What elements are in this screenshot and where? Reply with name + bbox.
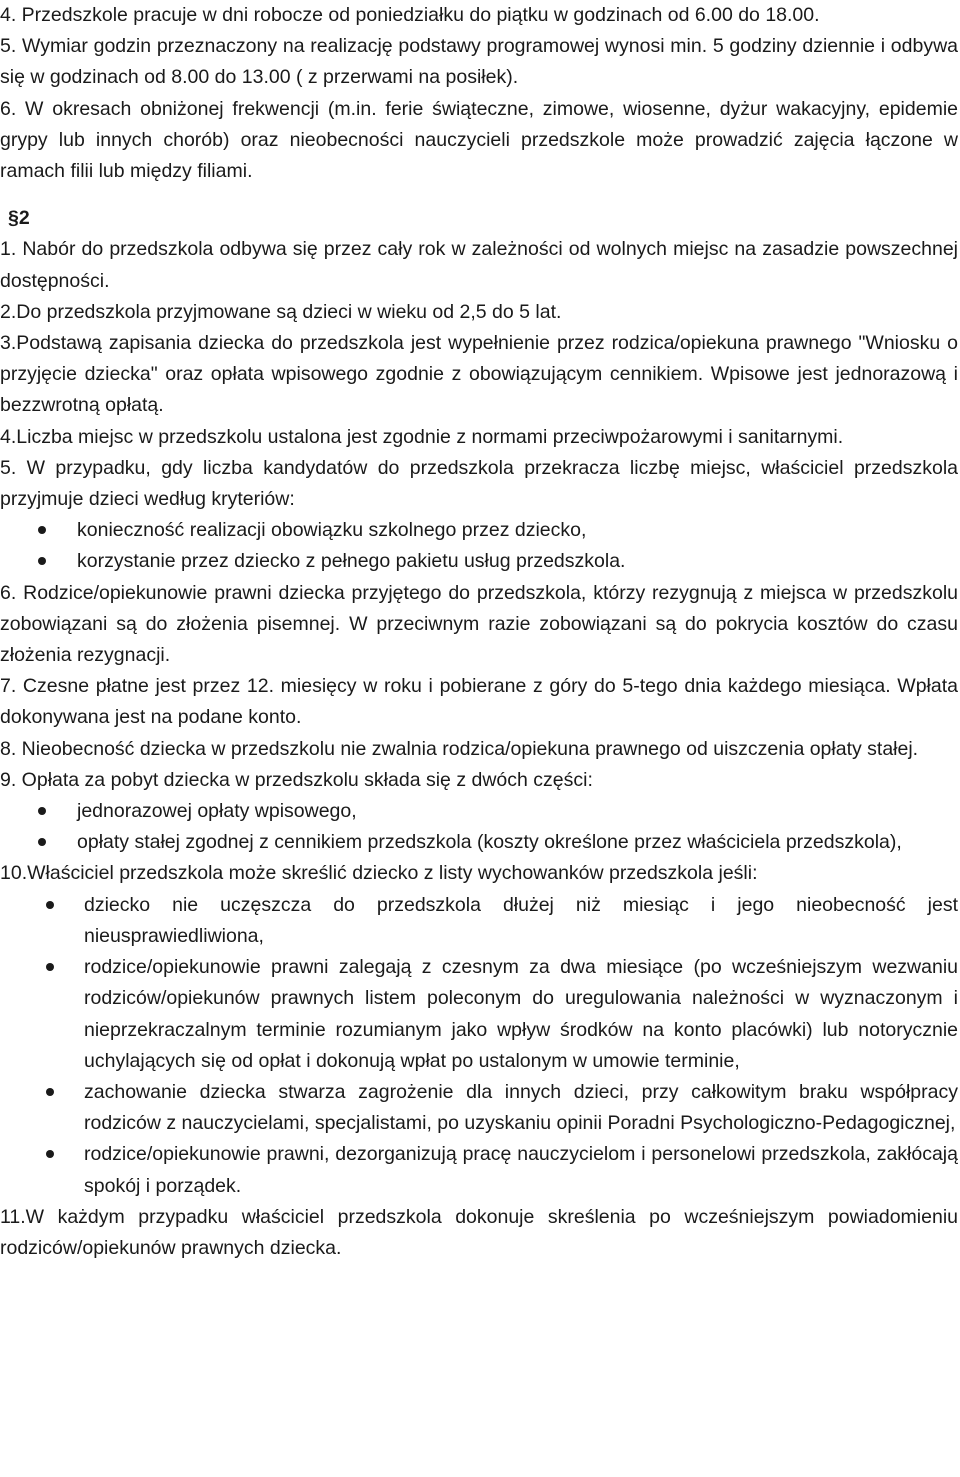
- bullet-icon: [38, 526, 46, 534]
- s2-paragraph-7: 7. Czesne płatne jest przez 12. miesięcy w roku i pobierane z góry do 5-tego dnia każdego miesiąca. Wpłata dokonywana jest na podane konto.: [0, 675, 958, 729]
- paragraph-5: 5. Wymiar godzin przeznaczony na realizację podstawy programowej wynosi min. 5 godziny dziennie i odbywa się w godzinach od 8.00 do 13.00 ( z przerwami na posiłek).: [0, 35, 958, 89]
- section-heading: §2: [8, 207, 30, 230]
- list-item: opłaty stałej zgodnej z cennikiem przedszkola (koszty określone przez właściciela przedszkola),: [0, 827, 958, 858]
- bullet-icon: [38, 557, 46, 565]
- s2-paragraph-4: 4.Liczba miejsc w przedszkolu ustalona jest zgodnie z normami przeciwpożarowymi i sanitarnymi.: [0, 425, 844, 448]
- list-item: konieczność realizacji obowiązku szkolnego przez dziecko,: [0, 515, 958, 546]
- list-item: zachowanie dziecka stwarza zagrożenie dla innych dzieci, przy całkowitym braku współpracy rodziców z nauczycielami, specjalistami, po uzyskaniu opinii Poradni Psychologiczno-Pedagogicznej,: [0, 1077, 958, 1139]
- s2-paragraph-8: 8. Nieobecność dziecka w przedszkolu nie zwalnia rodzica/opiekuna prawnego od uiszczenia opłaty stałej.: [0, 737, 919, 760]
- list-item: korzystanie przez dziecko z pełnego pakietu usług przedszkola.: [0, 546, 958, 577]
- s2-paragraph-9: 9. Opłata za pobyt dziecka w przedszkolu składa się z dwóch części:: [0, 768, 593, 791]
- list-item: dziecko nie uczęszcza do przedszkola dłużej niż miesiąc i jego nieobecność jest nieusprawiedliwiona,: [0, 890, 958, 952]
- bullet-icon: [38, 807, 46, 815]
- paragraph-4: 4. Przedszkole pracuje w dni robocze od poniedziałku do piątku w godzinach od 6.00 do 18.00.: [0, 4, 820, 26]
- list-item: jednorazowej opłaty wpisowego,: [0, 796, 958, 827]
- list-item: rodzice/opiekunowie prawni, dezorganizują pracę nauczycielom i personelowi przedszkola, zakłócają spokój i porządek.: [0, 1139, 958, 1201]
- s2-paragraph-3: 3.Podstawą zapisania dziecka do przedszkola jest wypełnienie przez rodzica/opiekuna prawnego "Wniosku o przyjęcie dziecka" oraz opłata wpisowego zgodnie z obowiązującym cennikiem. Wpisowe jest jednorazową i bezzwrotną opłatą.: [0, 332, 958, 417]
- list-item: rodzice/opiekunowie prawni zalegają z czesnym za dwa miesiące (po wcześniejszym wezwaniu rodziców/opiekunów prawnych listem poleconym do uregulowania należności w wyznaczonym i nieprzekraczalnym terminie rozumianym jako wpływ środków na konto placówki) lub notorycznie uchylających się od opłat i dokonują wpłat po ustalonym w umowie terminie,: [0, 952, 958, 1077]
- bullet-icon: [46, 1088, 54, 1096]
- bullet-icon: [46, 1150, 54, 1158]
- removal-reasons-list: [0, 890, 958, 1202]
- paragraph-6: 6. W okresach obniżonej frekwencji (m.in. ferie świąteczne, zimowe, wiosenne, dyżur wakacyjny, epidemie grypy lub innych chorób) oraz nieobecności nauczycieli przedszkole może prowadzić zajęcia łączone w ramach filii lub między filiami.: [0, 97, 958, 183]
- s2-paragraph-10: 10.Właściciel przedszkola może skreślić dziecko z listy wychowanków przedszkola jeśli:: [0, 862, 758, 885]
- s2-paragraph-5: 5. W przypadku, gdy liczba kandydatów do przedszkola przekracza liczbę miejsc, właściciel przedszkola przyjmuje dzieci według kryteriów:: [0, 456, 958, 511]
- s2-paragraph-11: 11.W każdym przypadku właściciel przedszkola dokonuje skreślenia po wcześniejszym powiadomieniu rodziców/opiekunów prawnych dziecka.: [0, 1205, 958, 1259]
- criteria-list: [0, 515, 958, 577]
- bullet-icon: [38, 838, 46, 846]
- s2-paragraph-1: 1. Nabór do przedszkola odbywa się przez cały rok w zależności od wolnych miejsc na zasadzie powszechnej dostępności.: [0, 238, 958, 292]
- fee-parts-list: [0, 796, 958, 858]
- s2-paragraph-6: 6. Rodzice/opiekunowie prawni dziecka przyjętego do przedszkola, którzy rezygnują z miejsca w przedszkolu zobowiązani są do złożenia pisemnej. W przeciwnym razie zobowiązani są do pokrycia kosztów do czasu złożenia rezygnacji.: [0, 581, 958, 667]
- bullet-icon: [46, 963, 54, 971]
- bullet-icon: [46, 901, 54, 909]
- s2-paragraph-2: 2.Do przedszkola przyjmowane są dzieci w wieku od 2,5 do 5 lat.: [0, 300, 562, 323]
